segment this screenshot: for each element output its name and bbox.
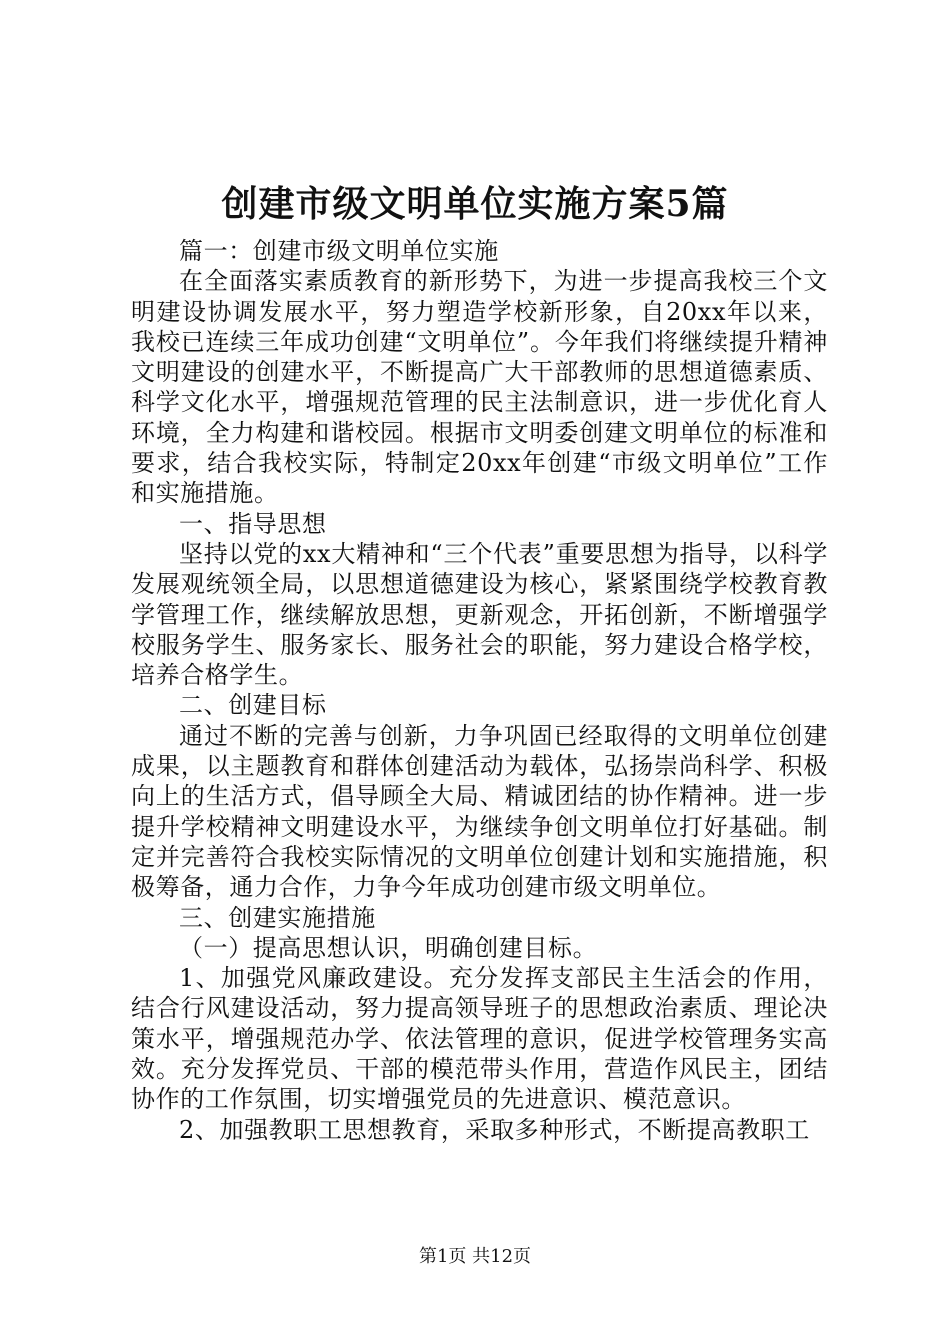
section-heading-guiding-ideology: 一、指导思想 — [179, 509, 327, 538]
guiding-ideology-paragraph: 坚持以党的xx大精神和“三个代表”重要思想为指导，以科学发展观统领全局，以思想道德建设为核心，紧紧围绕学校教育教学管理工作，继续解放思想，更新观念，开拓创新，不断增强学校服务学生、服务家长、服务社会的职能，努力建设合格学校，培养合格学生。 — [131, 539, 828, 690]
measure-item-1: 1、加强党风廉政建设。充分发挥支部民主生活会的作用，结合行风建设活动，努力提高领导班子的思想政治素质、理论决策水平，增强规范办学、依法管理的意识，促进学校管理务实高效。充分发挥党员、干部的模范带头作用，营造作风民主，团结协作的工作氛围，切实增强党员的先进意识、模范意识。 — [131, 964, 828, 1114]
section-heading-part-one: 篇一：创建市级文明单位实施 — [179, 237, 499, 265]
document-title: 创建市级文明单位实施方案5篇 — [221, 183, 729, 225]
subsection-heading-awareness: （一）提高思想认识，明确创建目标。 — [179, 933, 598, 962]
goals-paragraph: 通过不断的完善与创新，力争巩固已经取得的文明单位创建成果，以主题教育和群体创建活动为载体，弘扬崇尚科学、积极向上的生活方式，倡导顾全大局、精诚团结的协作精神。进一步提升学校精神文明建设水平，为继续争创文明单位打好基础。制定并完善符合我校实际情况的文明单位创建计划和实施措施，积极筹备，通力合作，力争今年成功创建市级文明单位。 — [131, 721, 828, 902]
section-heading-measures: 三、创建实施措施 — [179, 903, 376, 932]
section-heading-goals: 二、创建目标 — [179, 691, 327, 720]
measure-item-2: 2、加强教职工思想教育，采取多种形式，不断提高教职工 — [179, 1115, 810, 1144]
document-body — [131, 236, 828, 1145]
intro-paragraph: 在全面落实素质教育的新形势下，为进一步提高我校三个文明建设协调发展水平，努力塑造学校新形象，自20xx年以来，我校已连续三年成功创建“文明单位”。今年我们将继续提升精神文明建设的创建水平，不断提高广大干部教师的思想道德素质、科学文化水平，增强规范管理的民主法制意识，进一步优化育人环境，全力构建和谐校园。根据市文明委创建文明单位的标准和要求，结合我校实际，特制定20xx年创建“市级文明单位”工作和实施措施。 — [131, 267, 828, 508]
page-footer: 第1页 共12页 — [418, 1246, 532, 1267]
